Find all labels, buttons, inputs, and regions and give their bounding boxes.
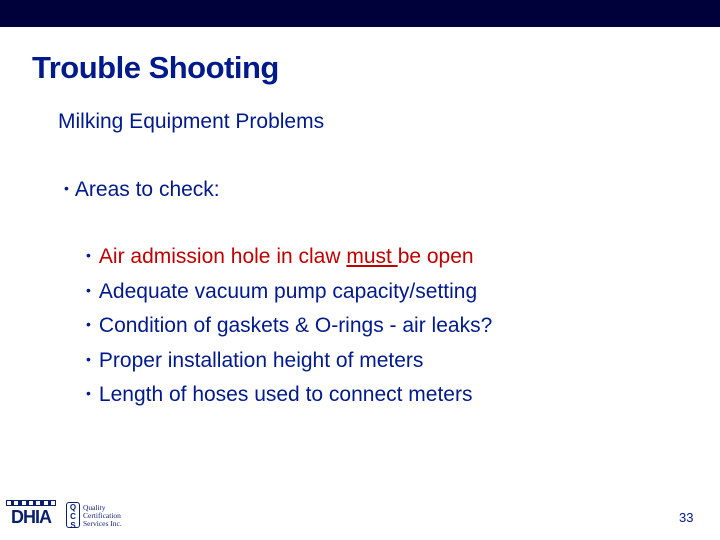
item-text: Length of hoses used to connect meters (98, 383, 473, 406)
bullet-icon: • (64, 180, 69, 196)
item-text: Adequate vacuum pump capacity/setting (98, 279, 478, 303)
areas-heading (64, 178, 220, 202)
footer-logos (6, 500, 122, 528)
list-item (86, 245, 492, 280)
bullet-icon: • (86, 316, 91, 332)
qcs-logo-text (83, 504, 122, 528)
bullet-icon: • (86, 350, 91, 367)
qcs-logo-icon (66, 500, 122, 528)
bullet-icon: • (86, 281, 91, 298)
qcs-mark (66, 502, 80, 528)
list-item (86, 314, 492, 349)
qcs-line: Certification (83, 511, 121, 520)
qcs-letter: S (70, 521, 76, 530)
national-dhia-logo-icon (6, 500, 56, 528)
slide-title: Trouble Shooting (32, 50, 279, 85)
qcs-letter: C (70, 512, 76, 521)
item-text-before: Air admission hole in claw (98, 245, 347, 268)
list-item (86, 383, 492, 418)
qcs-line: Services Inc. (83, 519, 122, 528)
list-item (86, 349, 492, 384)
dhia-logo-word: DHIA (6, 506, 56, 528)
item-text: Condition of gaskets & O-rings - air leaks? (98, 314, 493, 337)
qcs-letter: Q (69, 503, 77, 512)
check-list (86, 245, 492, 418)
qcs-line: Quality (83, 503, 106, 512)
slide-subtitle: Milking Equipment Problems (58, 110, 325, 133)
list-item (86, 280, 492, 315)
page-number: 33 (679, 510, 694, 525)
item-text: Proper installation height of meters (98, 348, 424, 372)
item-text-after: be open (397, 245, 474, 268)
item-text-underlined: must (346, 245, 398, 268)
top-bar (0, 0, 720, 27)
bullet-icon: • (86, 247, 91, 263)
bullet-icon: • (86, 385, 91, 401)
areas-heading-label: Areas to check: (74, 178, 220, 201)
